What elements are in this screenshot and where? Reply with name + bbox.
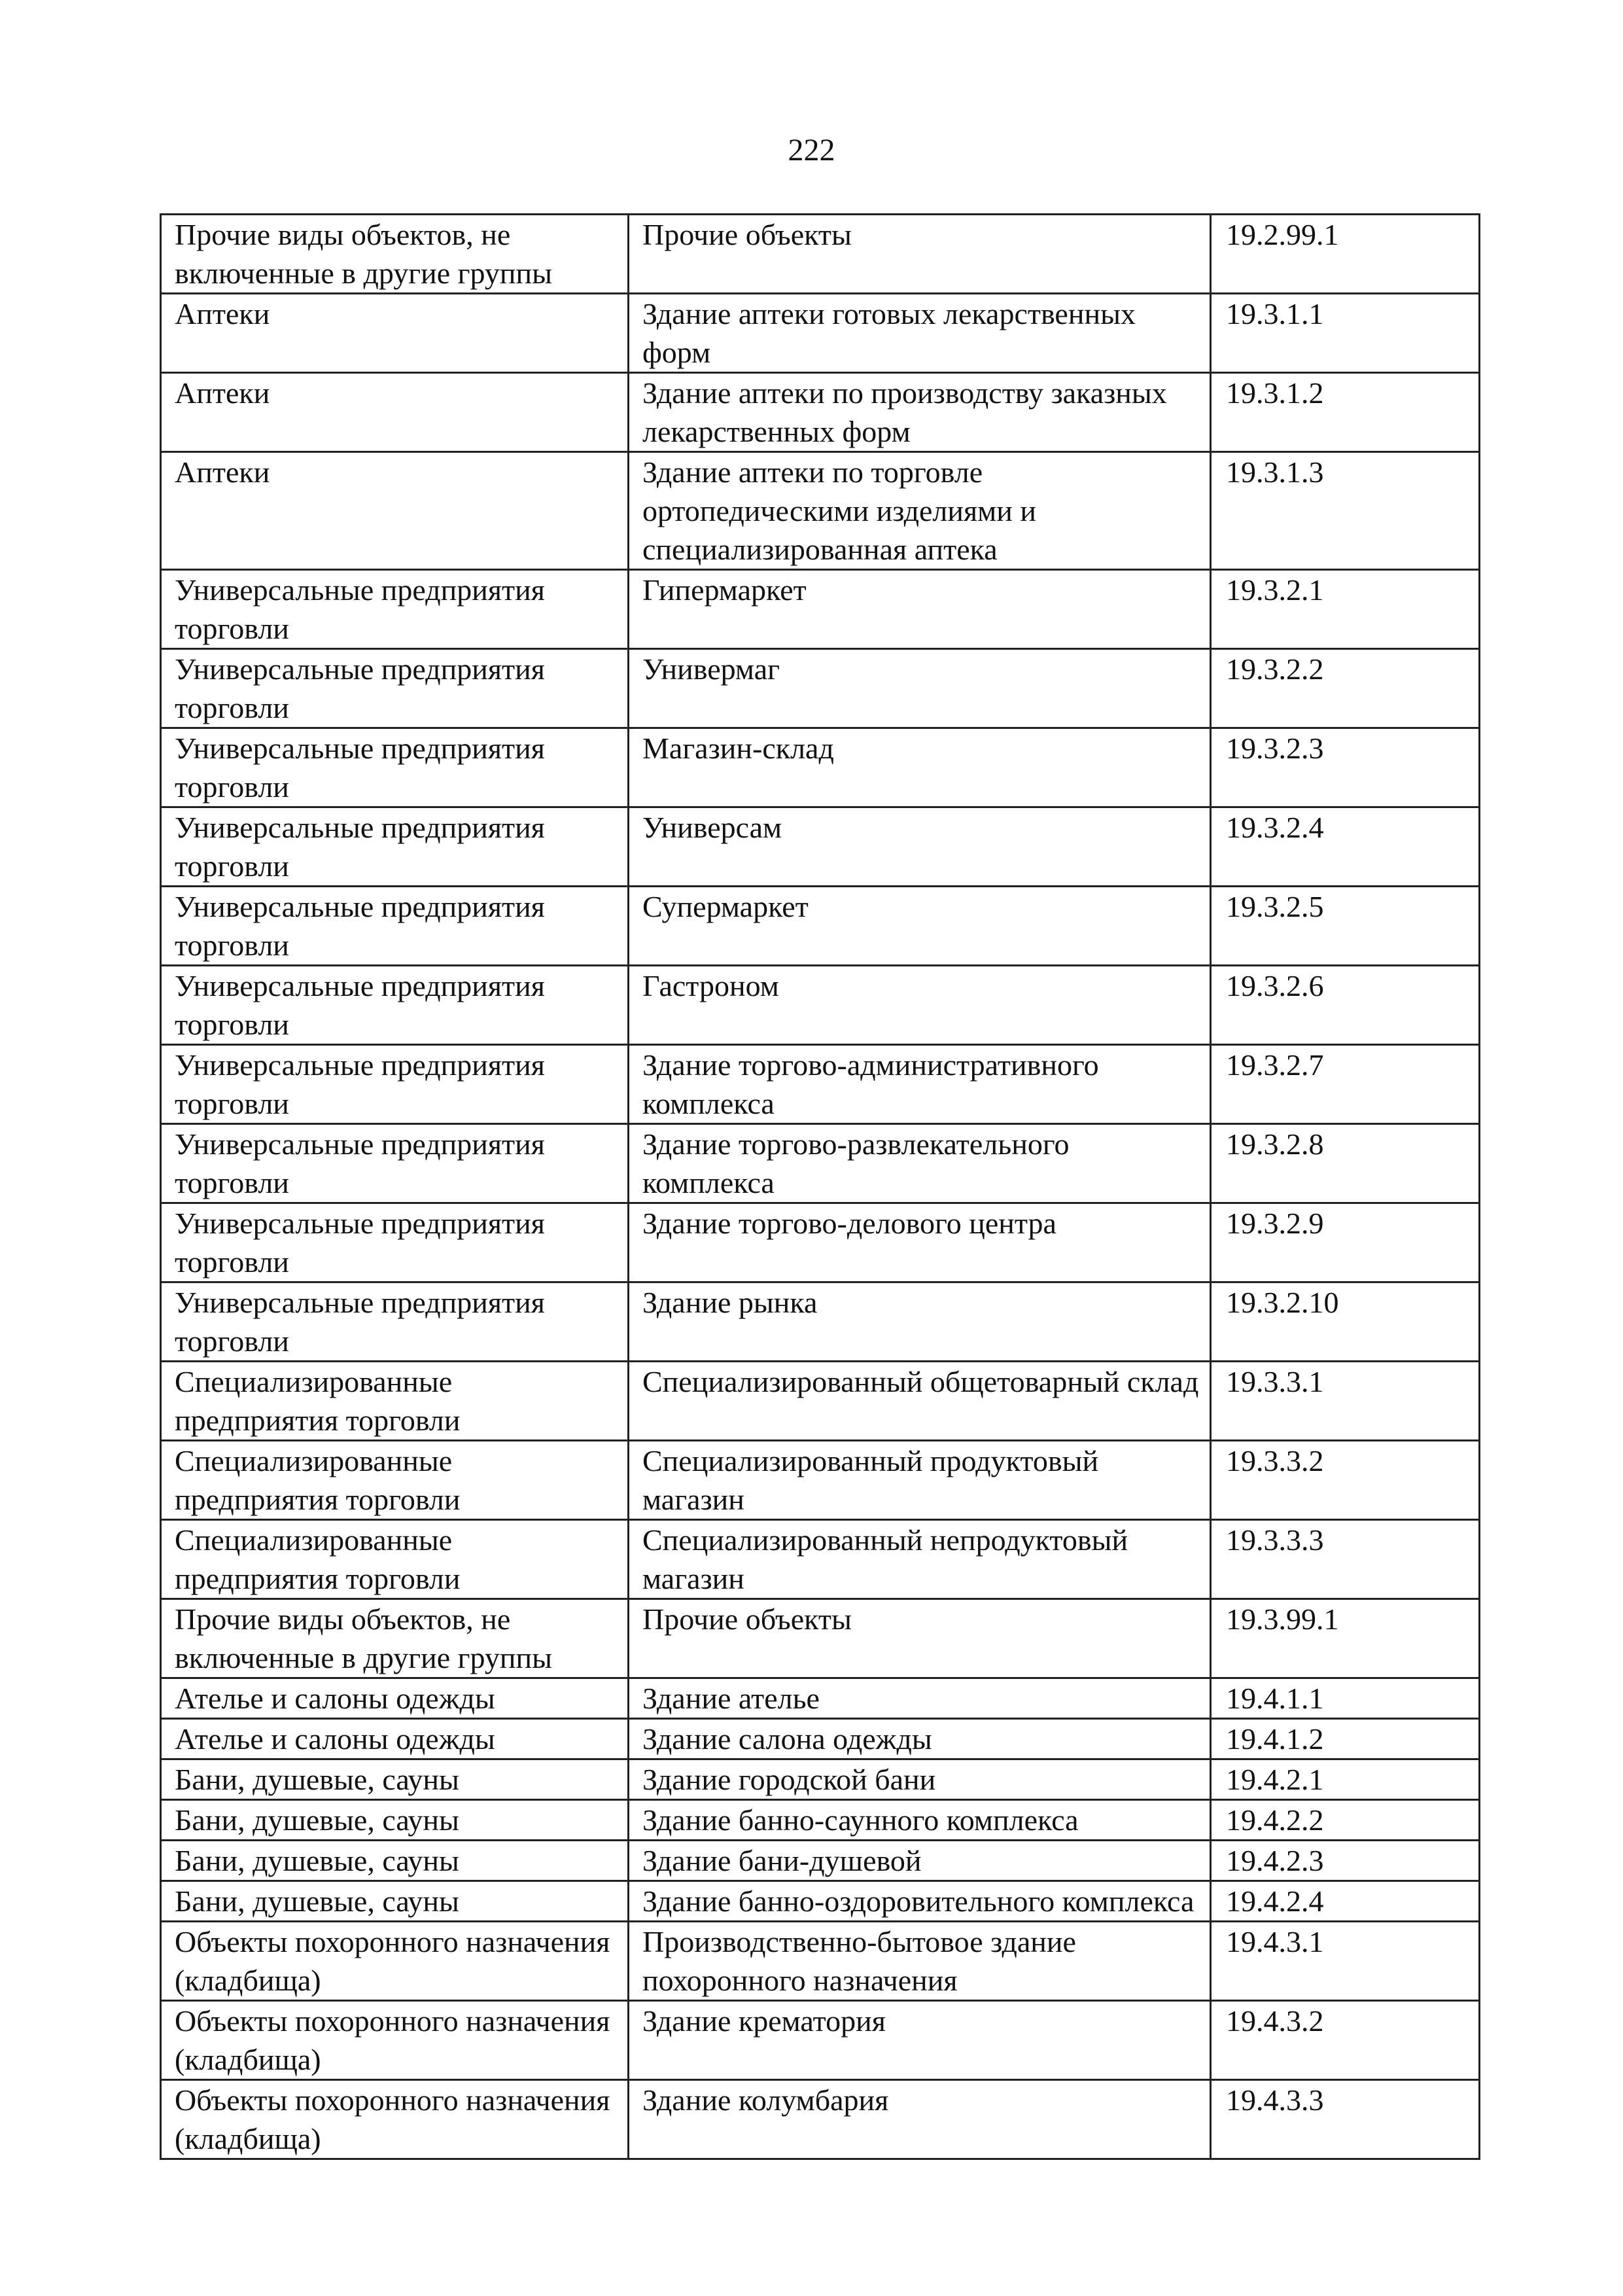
group-cell: Бани, душевые, сауны (161, 1800, 629, 1841)
code-cell: 19.4.2.4 (1211, 1881, 1480, 1922)
page-number: 222 (788, 133, 835, 168)
object-cell: Прочие объекты (629, 215, 1211, 294)
table-body (161, 215, 1480, 2159)
code-cell: 19.4.3.3 (1211, 2080, 1480, 2159)
group-cell: Универсальные предприятия торговли (161, 887, 629, 966)
code-cell: 19.3.3.3 (1211, 1520, 1480, 1599)
object-cell: Здание рынка (629, 1282, 1211, 1362)
object-cell: Супермаркет (629, 887, 1211, 966)
group-cell: Универсальные предприятия торговли (161, 728, 629, 807)
group-cell: Аптеки (161, 373, 629, 452)
object-cell: Здание городской бани (629, 1759, 1211, 1800)
table-row (161, 1124, 1480, 1203)
code-cell: 19.4.2.3 (1211, 1841, 1480, 1881)
code-cell: 19.4.1.1 (1211, 1678, 1480, 1719)
object-cell: Здание аптеки готовых лекарственных форм (629, 294, 1211, 373)
table-row (161, 1719, 1480, 1759)
code-cell: 19.3.2.2 (1211, 649, 1480, 728)
group-cell: Бани, душевые, сауны (161, 1881, 629, 1922)
table-row (161, 1678, 1480, 1719)
code-cell: 19.3.2.4 (1211, 807, 1480, 887)
object-cell: Здание крематория (629, 2001, 1211, 2080)
group-cell: Прочие виды объектов, не включенные в другие группы (161, 215, 629, 294)
group-cell: Универсальные предприятия торговли (161, 570, 629, 649)
object-cell: Здание салона одежды (629, 1719, 1211, 1759)
group-cell: Универсальные предприятия торговли (161, 807, 629, 887)
group-cell: Объекты похоронного назначения (кладбища) (161, 2080, 629, 2159)
group-cell: Ателье и салоны одежды (161, 1678, 629, 1719)
code-cell: 19.3.3.2 (1211, 1441, 1480, 1520)
code-cell: 19.3.2.1 (1211, 570, 1480, 649)
object-cell: Здание торгово-делового центра (629, 1203, 1211, 1282)
code-cell: 19.4.3.2 (1211, 2001, 1480, 2080)
table-row (161, 215, 1480, 294)
object-cell: Универмаг (629, 649, 1211, 728)
code-cell: 19.3.1.2 (1211, 373, 1480, 452)
group-cell: Универсальные предприятия торговли (161, 649, 629, 728)
code-cell: 19.3.3.1 (1211, 1362, 1480, 1441)
object-cell: Здание ателье (629, 1678, 1211, 1719)
table-row (161, 1599, 1480, 1678)
code-cell: 19.3.2.10 (1211, 1282, 1480, 1362)
code-cell: 19.3.1.1 (1211, 294, 1480, 373)
code-cell: 19.4.2.1 (1211, 1759, 1480, 1800)
table-row (161, 649, 1480, 728)
group-cell: Прочие виды объектов, не включенные в другие группы (161, 1599, 629, 1678)
table-row (161, 2001, 1480, 2080)
object-cell: Здание аптеки по торговле ортопедическими изделиями и специализированная аптека (629, 452, 1211, 570)
code-cell: 19.4.3.1 (1211, 1922, 1480, 2001)
table-row (161, 1362, 1480, 1441)
code-cell: 19.3.2.3 (1211, 728, 1480, 807)
table-row (161, 1922, 1480, 2001)
table-row (161, 1800, 1480, 1841)
code-cell: 19.3.2.5 (1211, 887, 1480, 966)
table-row (161, 373, 1480, 452)
object-cell: Здание бани-душевой (629, 1841, 1211, 1881)
code-cell: 19.3.2.6 (1211, 966, 1480, 1045)
object-cell: Магазин-склад (629, 728, 1211, 807)
object-cell: Специализированный непродуктовый магазин (629, 1520, 1211, 1599)
table-row (161, 1282, 1480, 1362)
table-row (161, 966, 1480, 1045)
code-cell: 19.4.2.2 (1211, 1800, 1480, 1841)
group-cell: Специализированные предприятия торговли (161, 1441, 629, 1520)
table-row (161, 1520, 1480, 1599)
group-cell: Объекты похоронного назначения (кладбища) (161, 2001, 629, 2080)
group-cell: Объекты похоронного назначения (кладбища) (161, 1922, 629, 2001)
group-cell: Универсальные предприятия торговли (161, 1203, 629, 1282)
object-cell: Гипермаркет (629, 570, 1211, 649)
group-cell: Универсальные предприятия торговли (161, 1045, 629, 1124)
group-cell: Ателье и салоны одежды (161, 1719, 629, 1759)
object-cell: Производственно-бытовое здание похоронного назначения (629, 1922, 1211, 2001)
table-row (161, 1759, 1480, 1800)
code-cell: 19.4.1.2 (1211, 1719, 1480, 1759)
group-cell: Универсальные предприятия торговли (161, 1282, 629, 1362)
object-cell: Специализированный продуктовый магазин (629, 1441, 1211, 1520)
object-cell: Универсам (629, 807, 1211, 887)
code-cell: 19.3.1.3 (1211, 452, 1480, 570)
table-row (161, 294, 1480, 373)
object-cell: Специализированный общетоварный склад (629, 1362, 1211, 1441)
table-row (161, 887, 1480, 966)
table-row (161, 1841, 1480, 1881)
group-cell: Аптеки (161, 294, 629, 373)
object-cell: Здание торгово-развлекательного комплекса (629, 1124, 1211, 1203)
object-cell: Здание аптеки по производству заказных лекарственных форм (629, 373, 1211, 452)
table-row (161, 570, 1480, 649)
table-row (161, 1441, 1480, 1520)
object-cell: Здание банно-оздоровительного комплекса (629, 1881, 1211, 1922)
group-cell: Аптеки (161, 452, 629, 570)
object-cell: Прочие объекты (629, 1599, 1211, 1678)
table-row (161, 728, 1480, 807)
table-row (161, 452, 1480, 570)
group-cell: Специализированные предприятия торговли (161, 1520, 629, 1599)
code-cell: 19.2.99.1 (1211, 215, 1480, 294)
group-cell: Универсальные предприятия торговли (161, 966, 629, 1045)
object-cell: Здание банно-саунного комплекса (629, 1800, 1211, 1841)
table-row (161, 807, 1480, 887)
classification-table (160, 213, 1480, 2160)
object-cell: Здание колумбария (629, 2080, 1211, 2159)
code-cell: 19.3.2.7 (1211, 1045, 1480, 1124)
table-row (161, 1881, 1480, 1922)
table-row (161, 2080, 1480, 2159)
code-cell: 19.3.2.9 (1211, 1203, 1480, 1282)
group-cell: Специализированные предприятия торговли (161, 1362, 629, 1441)
group-cell: Универсальные предприятия торговли (161, 1124, 629, 1203)
table-row (161, 1045, 1480, 1124)
object-cell: Здание торгово-административного комплекса (629, 1045, 1211, 1124)
group-cell: Бани, душевые, сауны (161, 1841, 629, 1881)
group-cell: Бани, душевые, сауны (161, 1759, 629, 1800)
code-cell: 19.3.99.1 (1211, 1599, 1480, 1678)
table-row (161, 1203, 1480, 1282)
object-cell: Гастроном (629, 966, 1211, 1045)
code-cell: 19.3.2.8 (1211, 1124, 1480, 1203)
